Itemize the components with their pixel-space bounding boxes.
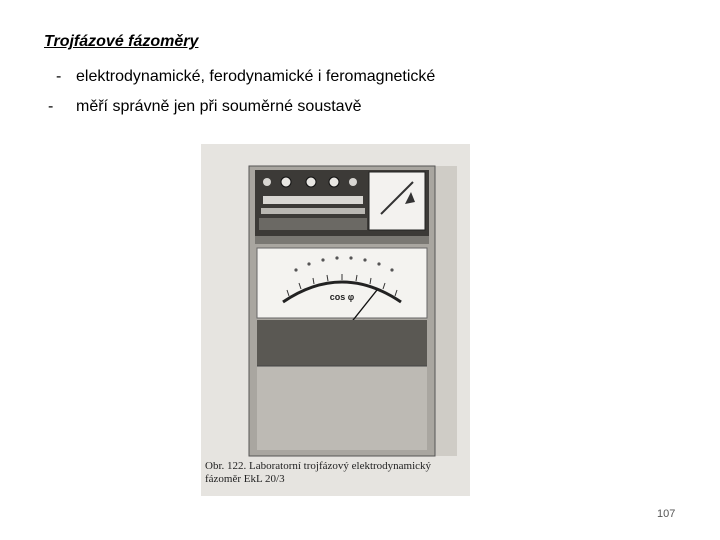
slide-title: Trojfázové fázoměry (44, 33, 199, 50)
meter-reading-label: cos φ (329, 292, 355, 302)
figure-caption-line-1: Obr. 122. Laboratorní trojfázový elektrodynamický (205, 460, 432, 472)
terminal-4 (263, 178, 271, 186)
bullet-marker: - (48, 98, 54, 115)
bullet-marker: - (56, 68, 62, 85)
terminal-5 (349, 178, 357, 186)
terminal-1 (281, 177, 291, 187)
figure-caption-line-2: fázoměr EkL 20/3 (205, 473, 285, 485)
bullet-text: měří správně jen při souměrné soustavě (76, 98, 362, 115)
bullet-text: elektrodynamické, ferodynamické i feromagnetické (76, 68, 436, 85)
page-number: 107 (657, 508, 676, 520)
terminal-2 (306, 177, 316, 187)
terminal-3 (329, 177, 339, 187)
phase-meter-photo (201, 144, 470, 496)
figure-caption (205, 460, 467, 486)
phase-meter-illustration (201, 144, 470, 496)
